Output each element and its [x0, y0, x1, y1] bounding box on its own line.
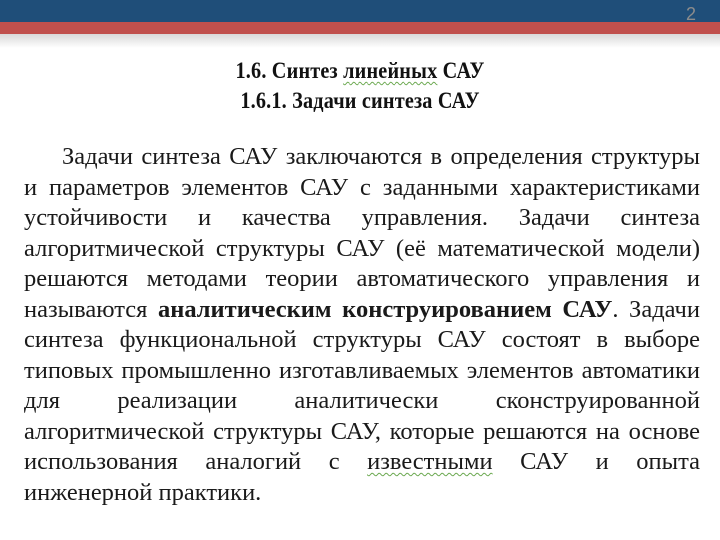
body-bold-term: аналитическим конструированием САУ [157, 295, 613, 323]
body-text [24, 142, 700, 508]
slide-number: 2 [685, 4, 696, 24]
body-paragraph [24, 142, 700, 508]
header-accent-stripe [0, 22, 720, 34]
body-underlined-word: известными [367, 448, 493, 475]
slide-title-prefix: 1.6. Синтез [235, 58, 344, 83]
header-band [0, 0, 720, 22]
title-block [0, 56, 720, 116]
slide-title-suffix: САУ [437, 58, 485, 83]
slide-title-underlined-word: линейных [343, 58, 438, 83]
body-part-2: . Задачи синтеза функциональной структуры САУ состоят в выборе типовых промышленно изготавливаемых элементов автоматики для реализации аналитически сконструированной алгоритмической структуры САУ, которые решаются на основе использования аналогий с [24, 295, 700, 475]
slide-subtitle: 1.6.1. Задачи синтеза САУ [240, 88, 480, 113]
slide-title [43, 56, 677, 86]
header-shadow [0, 34, 720, 48]
body-part-1: Задачи синтеза САУ заключаются в определения структуры и параметров элементов САУ с заданными характеристиками устойчивости и качества управления. Задачи синтеза алгоритмической структуры САУ (её математической модели) решаются методами теории автоматического управления и называются [24, 143, 700, 323]
body-part-3: САУ и опыта инженерной практики. [24, 448, 700, 506]
